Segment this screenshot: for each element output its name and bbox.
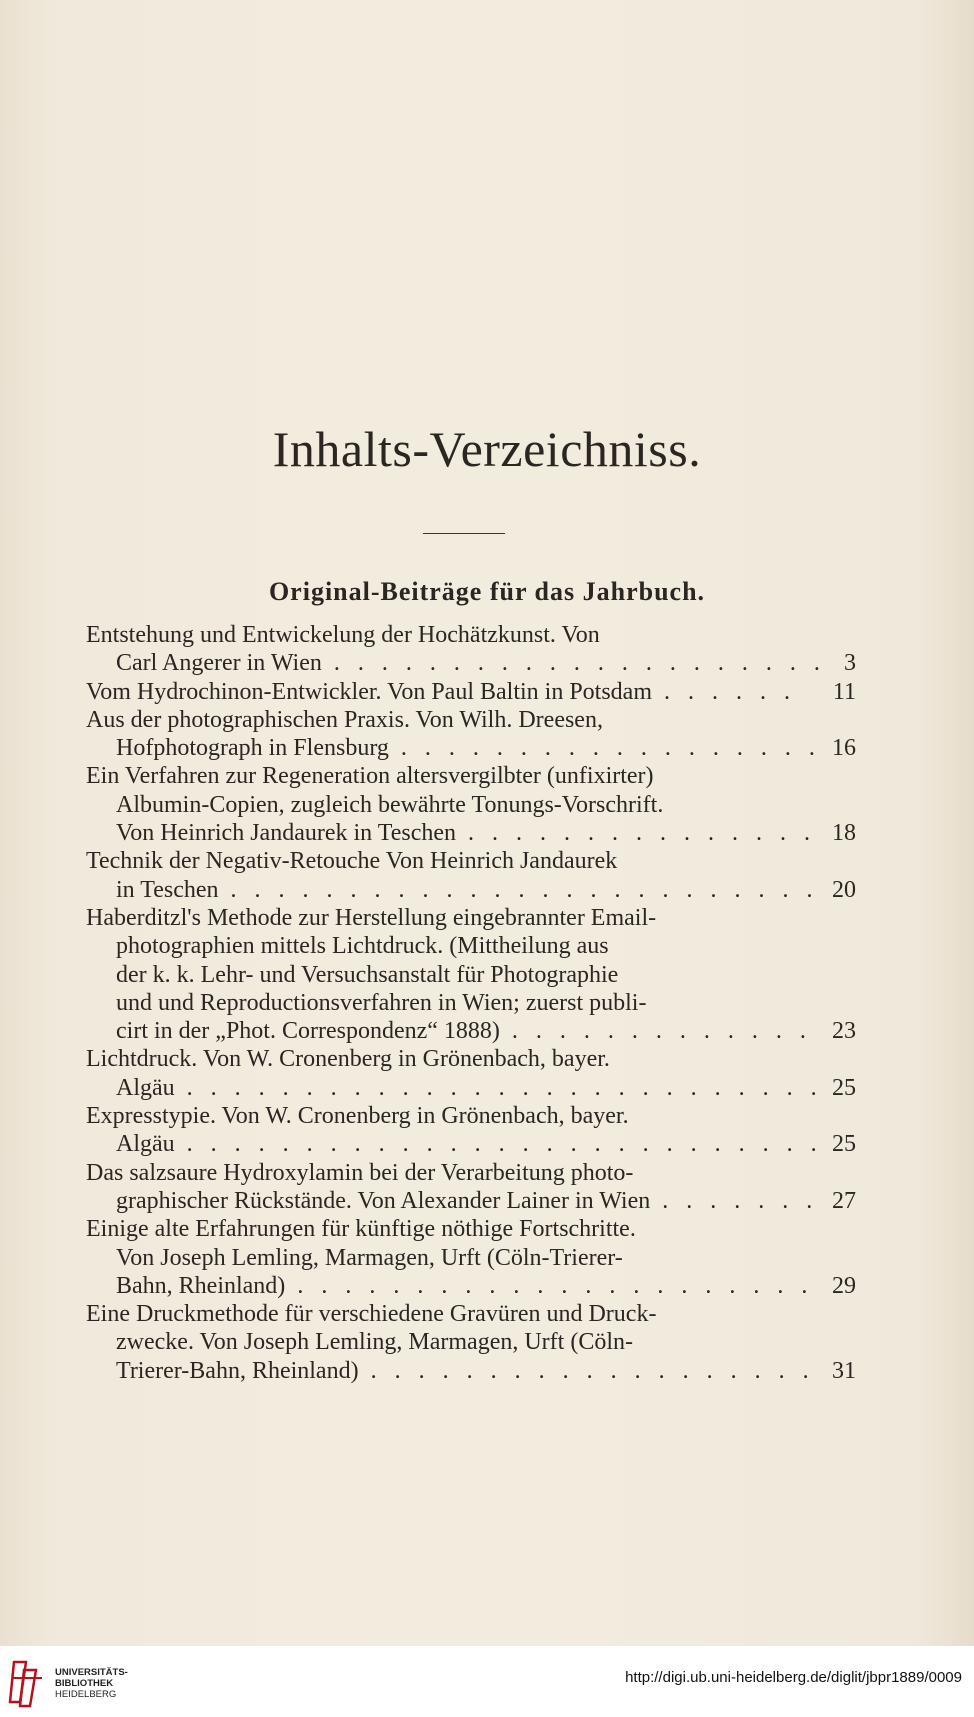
toc-entry-text: Technik der Negativ-Retouche Von Heinrich Jandaurek bbox=[86, 848, 618, 875]
toc-entry-line bbox=[86, 847, 856, 875]
library-name-line: HEIDELBERG bbox=[55, 1689, 117, 1700]
toc-entry-text: in Teschen . . . bbox=[116, 877, 821, 903]
toc-entry-line bbox=[86, 1159, 856, 1187]
toc-entry-text: Hofphotograph in Flensburg . . . bbox=[116, 735, 821, 761]
toc-entry-line bbox=[86, 678, 856, 706]
toc-entry-text: Lichtdruck. Von W. Cronenberg in Grönenbach, bayer. bbox=[86, 1046, 610, 1073]
toc-entry-line bbox=[86, 1074, 856, 1102]
toc-entry-text: der k. k. Lehr- und Versuchsanstalt für Photographie bbox=[116, 961, 619, 988]
page-title: Inhalts-Verzeichniss. bbox=[272, 421, 702, 477]
toc-entry-text: cirt in der „Phot. Correspondenz“ 1888) . . . bbox=[116, 1018, 821, 1044]
toc-entry-text: Das salzsaure Hydroxylamin bei der Verarbeitung photo- bbox=[86, 1159, 634, 1186]
toc-entry-text: Entstehung und Entwickelung der Hochätzkunst. Von bbox=[86, 622, 600, 648]
table-of-contents bbox=[86, 621, 856, 1385]
toc-page-number: 25 bbox=[832, 1131, 856, 1158]
toc-entry-text: Expresstypie. Von W. Cronenberg in Grönenbach, bayer. bbox=[86, 1103, 629, 1130]
toc-entry-line bbox=[86, 1244, 856, 1272]
library-logo-icon bbox=[8, 1656, 48, 1708]
toc-entry-line bbox=[86, 1017, 856, 1045]
toc-page-number: 11 bbox=[832, 678, 856, 705]
toc-page-number: 3 bbox=[844, 650, 856, 677]
toc-entry-text: Algäu . . . bbox=[116, 1131, 821, 1157]
toc-entry-text: Carl Angerer in Wien . . . bbox=[116, 650, 821, 676]
toc-entry-text: Albumin-Copien, zugleich bewährte Tonungs-Vorschrift. bbox=[116, 791, 664, 818]
toc-entry-line bbox=[86, 1187, 856, 1215]
toc-entry-text: Einige alte Erfahrungen für künftige nöthige Fortschritte. bbox=[86, 1216, 636, 1243]
toc-page-number: 29 bbox=[832, 1272, 856, 1299]
toc-page-number: 16 bbox=[832, 735, 856, 762]
toc-entry-line bbox=[86, 876, 856, 904]
toc-entry-text: zwecke. Von Joseph Lemling, Marmagen, Urft (Cöln- bbox=[116, 1329, 633, 1356]
toc-entry-text: graphischer Rückstände. Von Alexander Lainer in Wien . . . bbox=[116, 1188, 821, 1214]
toc-entry-line bbox=[86, 961, 856, 989]
toc-entry-text: Aus der photographischen Praxis. Von Wilh. Dreesen, bbox=[86, 706, 603, 733]
toc-entry-text: Bahn, Rheinland) . . . bbox=[116, 1273, 821, 1299]
toc-entry-line bbox=[86, 1357, 856, 1385]
toc-page-number: 31 bbox=[832, 1357, 856, 1384]
library-name-line: BIBLIOTHEK bbox=[55, 1678, 114, 1689]
toc-page-number: 23 bbox=[832, 1018, 856, 1045]
toc-entry-text: Von Heinrich Jandaurek in Teschen . . . bbox=[116, 820, 821, 846]
toc-entry-line bbox=[86, 706, 856, 734]
toc-entry-line bbox=[86, 649, 856, 677]
toc-entry-text: Eine Druckmethode für verschiedene Gravüren und Druck- bbox=[86, 1301, 657, 1328]
toc-entry-line bbox=[86, 932, 856, 960]
toc-entry-line bbox=[86, 1102, 856, 1130]
toc-entry-line bbox=[86, 819, 856, 847]
toc-entry-line bbox=[86, 1215, 856, 1243]
toc-entry-text: Trierer-Bahn, Rheinland) . . . bbox=[116, 1358, 821, 1384]
footer-bar bbox=[0, 1646, 974, 1717]
toc-entry-line bbox=[86, 1300, 856, 1328]
source-url-link[interactable]: http://digi.ub.uni-heidelberg.de/diglit/jbpr1889/0009 bbox=[625, 1669, 962, 1686]
title-divider bbox=[423, 533, 505, 534]
toc-entry-line bbox=[86, 1272, 856, 1300]
toc-entry-text: Vom Hydrochinon-Entwickler. Von Paul Baltin in Potsdam . . . bbox=[86, 679, 791, 705]
toc-entry-text: Haberditzl's Methode zur Herstellung eingebrannter Email- bbox=[86, 904, 657, 931]
toc-entry-text: Algäu . . . bbox=[116, 1075, 821, 1101]
toc-entry-text: Ein Verfahren zur Regeneration altersvergilbter (unfixirter) bbox=[86, 763, 654, 790]
toc-entry-line bbox=[86, 1130, 856, 1158]
toc-entry-line bbox=[86, 791, 856, 819]
library-name-line: UNIVERSITÄTS- bbox=[55, 1667, 128, 1678]
toc-entry-line bbox=[86, 621, 856, 649]
toc-entry-text: photographien mittels Lichtdruck. (Mittheilung aus bbox=[116, 933, 609, 960]
toc-entry-text: und und Reproductionsverfahren in Wien; zuerst publi- bbox=[116, 989, 647, 1016]
toc-page-number: 27 bbox=[832, 1187, 856, 1214]
toc-entry-text: Von Joseph Lemling, Marmagen, Urft (Cöln-Trierer- bbox=[116, 1244, 623, 1271]
library-name bbox=[55, 1667, 128, 1700]
toc-page-number: 20 bbox=[832, 876, 856, 903]
toc-entry-line bbox=[86, 1328, 856, 1356]
toc-page-number: 25 bbox=[832, 1074, 856, 1101]
toc-entry-line bbox=[86, 904, 856, 932]
toc-entry-line bbox=[86, 734, 856, 762]
section-heading: Original-Beiträge für das Jahrbuch. bbox=[268, 577, 706, 606]
toc-page-number: 18 bbox=[832, 820, 856, 847]
toc-entry-line bbox=[86, 1045, 856, 1073]
toc-entry-line bbox=[86, 989, 856, 1017]
toc-entry-line bbox=[86, 762, 856, 790]
